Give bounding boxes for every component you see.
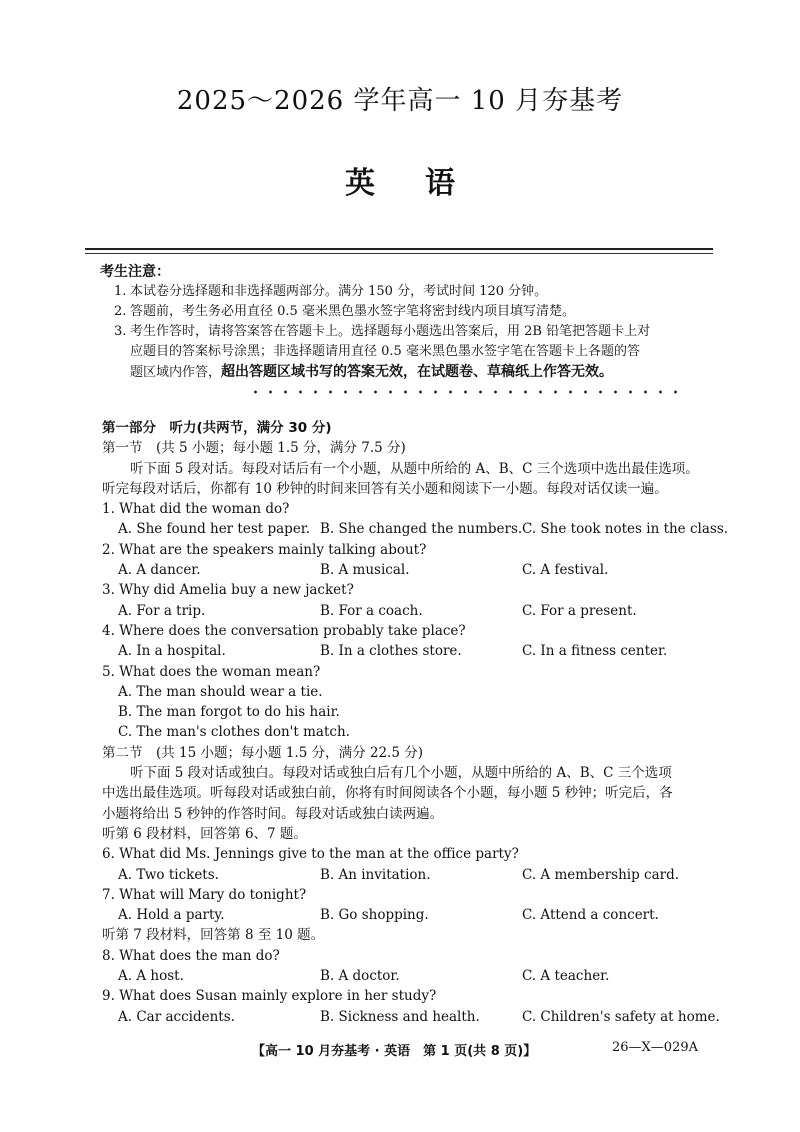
option-c: C. The man's clothes don't match. [118, 724, 350, 741]
paper-code: 26—X—029A [612, 1040, 698, 1055]
question-options [102, 519, 742, 539]
subject-title: 英语 [345, 166, 505, 201]
notice-item-continuation: 应题目的答案标号涂黑；非选择题请用直径 0.5 毫米黑色墨水签字笔在答题卡上各题的答 [130, 344, 640, 359]
option-c: C. A teacher. [522, 968, 610, 985]
page-footer-label: 【高一 10 月夯基考 · 英语 第 1 页(共 8 页)】 [252, 1044, 537, 1059]
instructions: 听完每段对话后，你都有 10 秒钟的时间来回答有关小题和阅读下一小题。每段对话仅读一遍。 [102, 480, 668, 497]
option-a: A. A host. [118, 968, 184, 985]
part-heading: 第一部分 听力(共两节，满分 30 分) [102, 420, 332, 436]
notice-text: 题区域内作答， [130, 365, 222, 380]
option-b: B. A doctor. [320, 968, 400, 985]
option-a: A. In a hospital. [118, 643, 226, 660]
question-options [102, 1007, 742, 1027]
exam-title: 2025～2026 学年高一 10 月夯基考 [176, 86, 624, 116]
option-b: B. A musical. [320, 562, 410, 579]
section-heading: 第一节 (共 5 小题；每小题 1.5 分，满分 7.5 分) [102, 440, 406, 457]
option-c: C. A festival. [522, 562, 609, 579]
option-c: C. For a present. [522, 602, 637, 619]
option-c: C. A membership card. [522, 866, 680, 883]
option-c: C. In a fitness center. [522, 643, 668, 660]
notice-item-continuation [100, 362, 710, 383]
question-stem: 3. Why did Amelia buy a new jacket? [102, 582, 354, 599]
notice-item-number: 1. [114, 284, 127, 299]
option-a: A. She found her test paper. [118, 521, 311, 538]
question-options [102, 966, 742, 986]
option-b: B. Sickness and health. [320, 1008, 480, 1025]
header-divider [85, 248, 713, 250]
question-options [102, 641, 742, 661]
question-stem: 7. What will Mary do tonight? [102, 886, 307, 903]
option-b: B. Go shopping. [320, 907, 429, 924]
notice-item-number: 2. [114, 304, 127, 319]
option-c: C. She took notes in the class. [522, 521, 729, 538]
question-options [102, 560, 742, 580]
material-heading: 听第 6 段材料，回答第 6、7 题。 [102, 825, 307, 842]
question-options [102, 905, 742, 925]
section-heading: 第二节 (共 15 小题；每小题 1.5 分，满分 22.5 分) [102, 744, 423, 761]
option-a: A. Car accidents. [118, 1008, 235, 1025]
question-stem: 1. What did the woman do? [102, 501, 290, 518]
question-options [102, 865, 742, 885]
question-stem: 2. What are the speakers mainly talking about? [102, 541, 427, 558]
question-options [102, 601, 742, 621]
material-heading: 听第 7 段材料，回答第 8 至 10 题。 [102, 927, 325, 944]
question-stem: 8. What does the man do? [102, 947, 280, 964]
instructions: 小题将给出 5 秒钟的作答时间。每段对话或独白读两遍。 [102, 805, 444, 822]
option-a: A. Two tickets. [118, 866, 219, 883]
emphasis-dots [248, 390, 688, 394]
candidate-notice [100, 262, 710, 383]
notice-heading: 考生注意： [100, 264, 170, 280]
notice-item-number: 3. [114, 324, 127, 339]
notice-item [100, 322, 710, 342]
notice-item [100, 302, 710, 322]
notice-item-text: 答题前，考生务必用直径 0.5 毫米黑色墨水签字笔将密封线内项目填写清楚。 [130, 304, 575, 319]
option-c: C. Children's safety at home. [522, 1008, 720, 1025]
notice-item-text: 本试卷分选择题和非选择题两部分。满分 150 分，考试时间 120 分钟。 [130, 284, 548, 299]
option-a: A. Hold a party. [118, 907, 225, 924]
instructions: 听下面 5 段对话或独白。每段对话或独白后有几个小题，从题中所给的 A、B、C 三个选项 [130, 765, 672, 782]
notice-item [100, 282, 710, 302]
notice-emphasis: 超出答题区域书写的答案无效，在试题卷、草稿纸上作答无效。 [221, 364, 614, 380]
question-stem: 9. What does Susan mainly explore in her study? [102, 988, 437, 1005]
question-stem: 4. Where does the conversation probably take place? [102, 622, 466, 639]
question-stem: 6. What did Ms. Jennings give to the man at the office party? [102, 846, 519, 863]
option-a: A. For a trip. [118, 602, 206, 619]
option-b: B. An invitation. [320, 866, 431, 883]
option-a: A. A dancer. [118, 562, 201, 579]
option-c: C. Attend a concert. [522, 907, 659, 924]
option-b: B. She changed the numbers. [320, 521, 523, 538]
instructions: 听下面 5 段对话。每段对话后有一个小题，从题中所给的 A、B、C 三个选项中选出最佳选项。 [130, 460, 699, 477]
option-b: B. The man forgot to do his hair. [118, 704, 340, 721]
instructions: 中选出最佳选项。听每段对话或独白前，你将有时间阅读各个小题，每小题 5 秒钟；听完后，各 [102, 785, 673, 802]
header-divider-thin [85, 253, 713, 254]
question-stem: 5. What does the woman mean? [102, 663, 321, 680]
notice-item-text: 考生作答时，请将答案答在答题卡上。选择题每小题选出答案后，用 2B 铅笔把答题卡上对 [130, 324, 651, 339]
listening-section [102, 418, 742, 1027]
option-b: B. For a coach. [320, 602, 423, 619]
option-a: A. The man should wear a tie. [118, 683, 323, 700]
option-b: B. In a clothes store. [320, 643, 462, 660]
